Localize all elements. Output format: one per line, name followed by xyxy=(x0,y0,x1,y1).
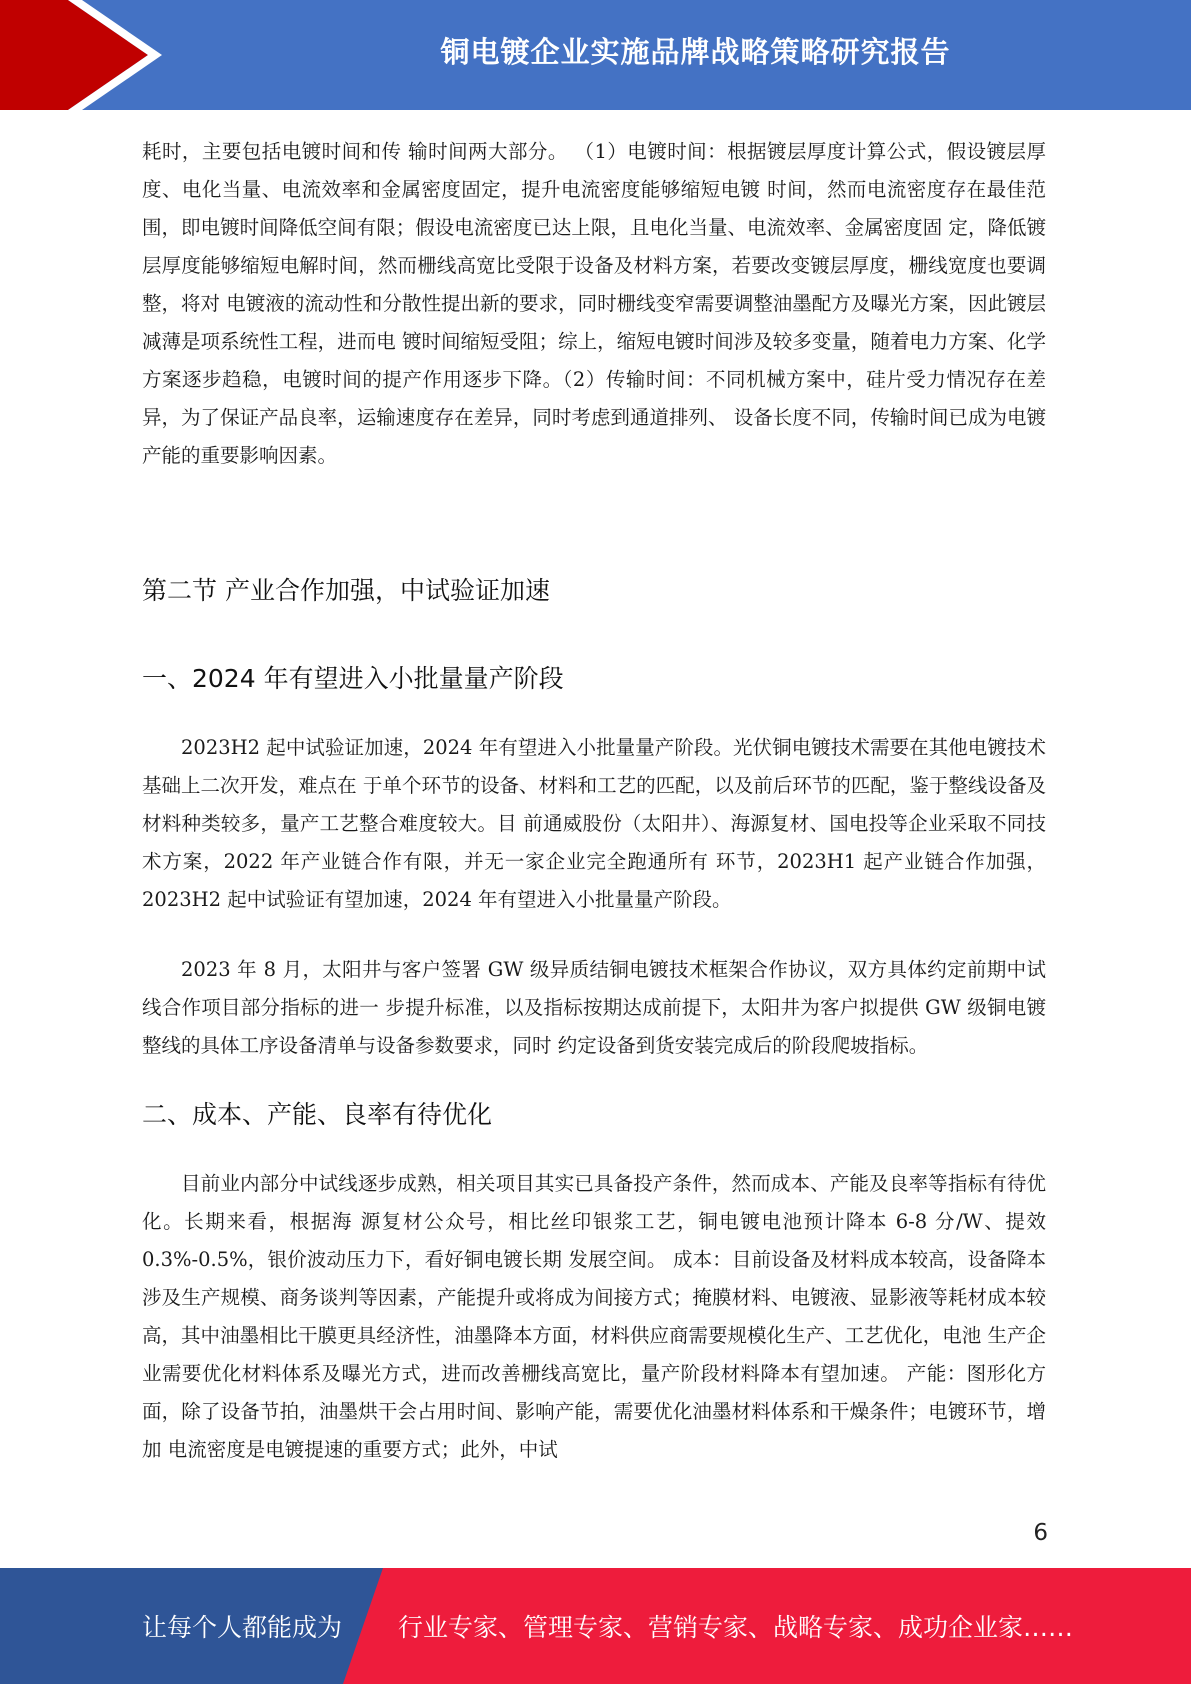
footer-slogan-right: 行业专家、管理专家、营销专家、战略专家、成功企业家…… xyxy=(398,1613,1074,1642)
subsection-heading-1: 一、2024 年有望进入小批量量产阶段 xyxy=(142,664,564,693)
report-title: 铜电镀企业实施品牌战略策略研究报告 xyxy=(440,34,951,69)
continued-paragraph: 耗时，主要包括电镀时间和传 输时间两大部分。 （1）电镀时间：根据镀层厚度计算公式，假设镀层厚度、电化当量、电流效率和金属密度固定，提升电流密度能够缩短电镀 时间，然而电流密度存在最佳范围，即电镀时间降低空间有限；假设电流密度已达上限，且电化当量、电流效率、金属密度固 定，降低镀层厚度能够缩短电解时间，然而栅线高宽比受限于设备及材料方案，若要改变镀层厚度，栅线宽度也要调整，将对 电镀液的流动性和分散性提出新的要求，同时栅线变窄需要调整油墨配方及曝光方案，因此镀层减薄是项系统性工程，进而电 镀时间缩短受阻；综上，缩短电镀时间涉及较多变量，随着电力方案、化学方案逐步趋稳，电镀时间的提产作用逐步下降。（2）传输时间：不同机械方案中，硅片受力情况存在差异，为了保证产品良率，运输速度存在差异，同时考虑到通道排列、 设备长度不同，传输时间已成为电镀产能的重要影响因素。 xyxy=(142,140,1046,467)
page-footer xyxy=(0,1568,1191,1684)
paragraph-1: 2023H2 起中试验证加速，2024 年有望进入小批量量产阶段。光伏铜电镀技术需要在其他电镀技术基础上二次开发，难点在 于单个环节的设备、材料和工艺的匹配，以及前后环节的匹配，鉴于整线设备及材料种类较多，量产工艺整合难度较大。目 前通威股份（太阳井）、海源复材、国电投等企业采取不同技术方案，2022 年产业链合作有限，并无一家企业完全跑通所有 环节，2023H1 起产业链合作加强，2023H2 起中试验证有望加速，2024 年有望进入小批量量产阶段。 xyxy=(142,736,1046,911)
footer-slogan-left: 让每个人都能成为 xyxy=(142,1613,343,1642)
page-header xyxy=(0,0,1191,110)
page-content xyxy=(142,133,1046,1469)
paragraph-3: 目前业内部分中试线逐步成熟，相关项目其实已具备投产条件，然而成本、产能及良率等指标有待优化。长期来看，根据海 源复材公众号，相比丝印银浆工艺，铜电镀电池预计降本 6-8 分/W、提效 0.3%-0.5%，银价波动压力下，看好铜电镀长期 发展空间。 成本：目前设备及材料成本较高，设备降本涉及生产规模、商务谈判等因素，产能提升或将成为间接方式；掩膜材料、电镀液、显影液等耗材成本较高，其中油墨相比干膜更具经济性，油墨降本方面，材料供应商需要规模化生产、工艺优化，电池 生产企业需要优化材料体系及曝光方式，进而改善栅线高宽比，量产阶段材料降本有望加速。 产能：图形化方面，除了设备节拍，油墨烘干会占用时间、影响产能，需要优化油墨材料体系和干燥条件；电镀环节，增加 电流密度是电镀提速的重要方式；此外，中试 xyxy=(142,1172,1046,1461)
section-heading: 第二节 产业合作加强，中试验证加速 xyxy=(142,576,550,605)
paragraph-2: 2023 年 8 月，太阳井与客户签署 GW 级异质结铜电镀技术框架合作协议，双方具体约定前期中试线合作项目部分指标的进一 步提升标准，以及指标按期达成前提下，太阳井为客户拟提供 GW 级铜电镀整线的具体工序设备清单与设备参数要求，同时 约定设备到货安装完成后的阶段爬坡指标。 xyxy=(142,958,1046,1057)
subsection-heading-2: 二、成本、产能、良率有待优化 xyxy=(142,1100,493,1129)
page-number: 6 xyxy=(1033,1520,1048,1546)
red-arrow-shape xyxy=(0,0,148,110)
